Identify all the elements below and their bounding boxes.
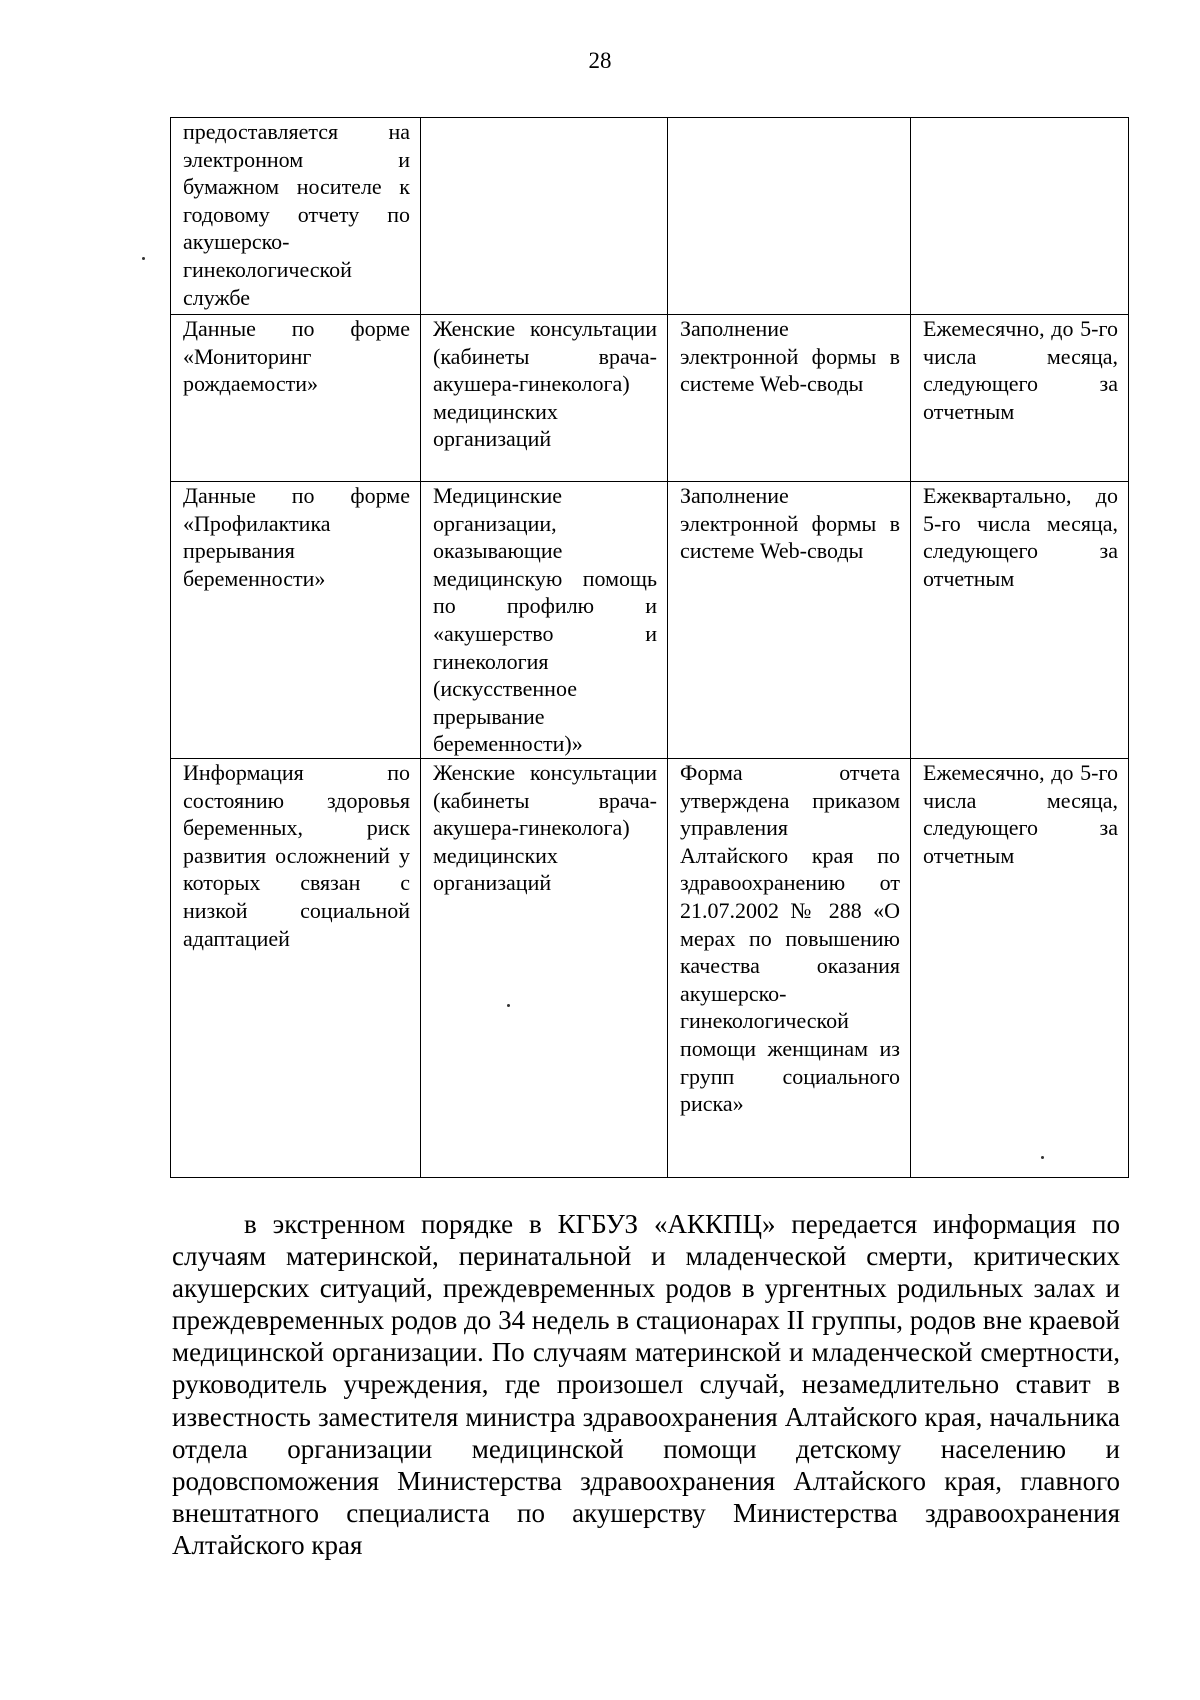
table-row bbox=[171, 118, 1129, 315]
table-cell-deadline: Ежемесячно, до 5-го числа месяца, следующего за отчетным bbox=[911, 315, 1129, 482]
table-cell-data-name: Информация по состоянию здоровья беременных, риск развития осложнений у которых связан с низкой социальной адаптацией bbox=[171, 759, 421, 1178]
table-row bbox=[171, 482, 1129, 759]
table-cell-deadline: Ежеквартально, до 5-го числа месяца, следующего за отчетным bbox=[911, 482, 1129, 759]
table-cell-provider: Медицинские организации, оказывающие медицинскую помощь по профилю и «акушерство и гинекология (искусственное прерывание беременности)» bbox=[421, 482, 668, 759]
table-cell-data-name: предоставляется на электронном и бумажном носителе к годовому отчету по акушерско-гинекологической службе bbox=[171, 118, 421, 315]
table-cell-method: Заполнение электронной формы в системе Web-своды bbox=[668, 315, 911, 482]
table-row bbox=[171, 315, 1129, 482]
table-cell-data-name: Данные по форме «Мониторинг рождаемости» bbox=[171, 315, 421, 482]
table-cell-provider: Женские консультации (кабинеты врача-акушера-гинеколога) медицинских организаций bbox=[421, 315, 668, 482]
reporting-table bbox=[170, 117, 1129, 1178]
body-paragraph: в экстренном порядке в КГБУЗ «АККПЦ» передается информация по случаям материнской, перинатальной и младенческой смерти, критических акушерских ситуаций, преждевременных родов в ургентных родильных залах и преждевременных родов до 34 недель в стационарах II группы, родов вне краевой медицинской организации. По случаям материнской и младенческой смертности, руководитель учреждения, где произошел случай, незамедлительно ставит в известность заместителя министра здравоохранения Алтайского края, начальника отдела организации медицинской помощи детскому населению и родовспоможения Министерства здравоохранения Алтайского края, главного внештатного специалиста по акушерству Министерства здравоохранения Алтайского края bbox=[172, 1209, 1120, 1560]
table-cell-method bbox=[668, 118, 911, 315]
table-cell-provider: Женские консультации (кабинеты врача-акушера-гинеколога) медицинских организаций bbox=[421, 759, 668, 1178]
table-cell-provider bbox=[421, 118, 668, 315]
table-row bbox=[171, 759, 1129, 1178]
scan-speck bbox=[1041, 1156, 1044, 1159]
table-cell-data-name: Данные по форме «Профилактика прерывания беременности» bbox=[171, 482, 421, 759]
table-cell-method: Форма отчета утверждена приказом управления Алтайского края по здравоохранению от 21.07.2002 № 288 «О мерах по повышению качества оказания акушерско-гинекологической помощи женщинам из групп социального риска» bbox=[668, 759, 911, 1178]
table-cell-deadline: Ежемесячно, до 5-го числа месяца, следующего за отчетным bbox=[911, 759, 1129, 1178]
scan-speck bbox=[142, 257, 145, 260]
page-number: 28 bbox=[588, 48, 612, 73]
table-cell-method: Заполнение электронной формы в системе Web-своды bbox=[668, 482, 911, 759]
table-cell-deadline bbox=[911, 118, 1129, 315]
scan-speck bbox=[507, 1004, 510, 1007]
